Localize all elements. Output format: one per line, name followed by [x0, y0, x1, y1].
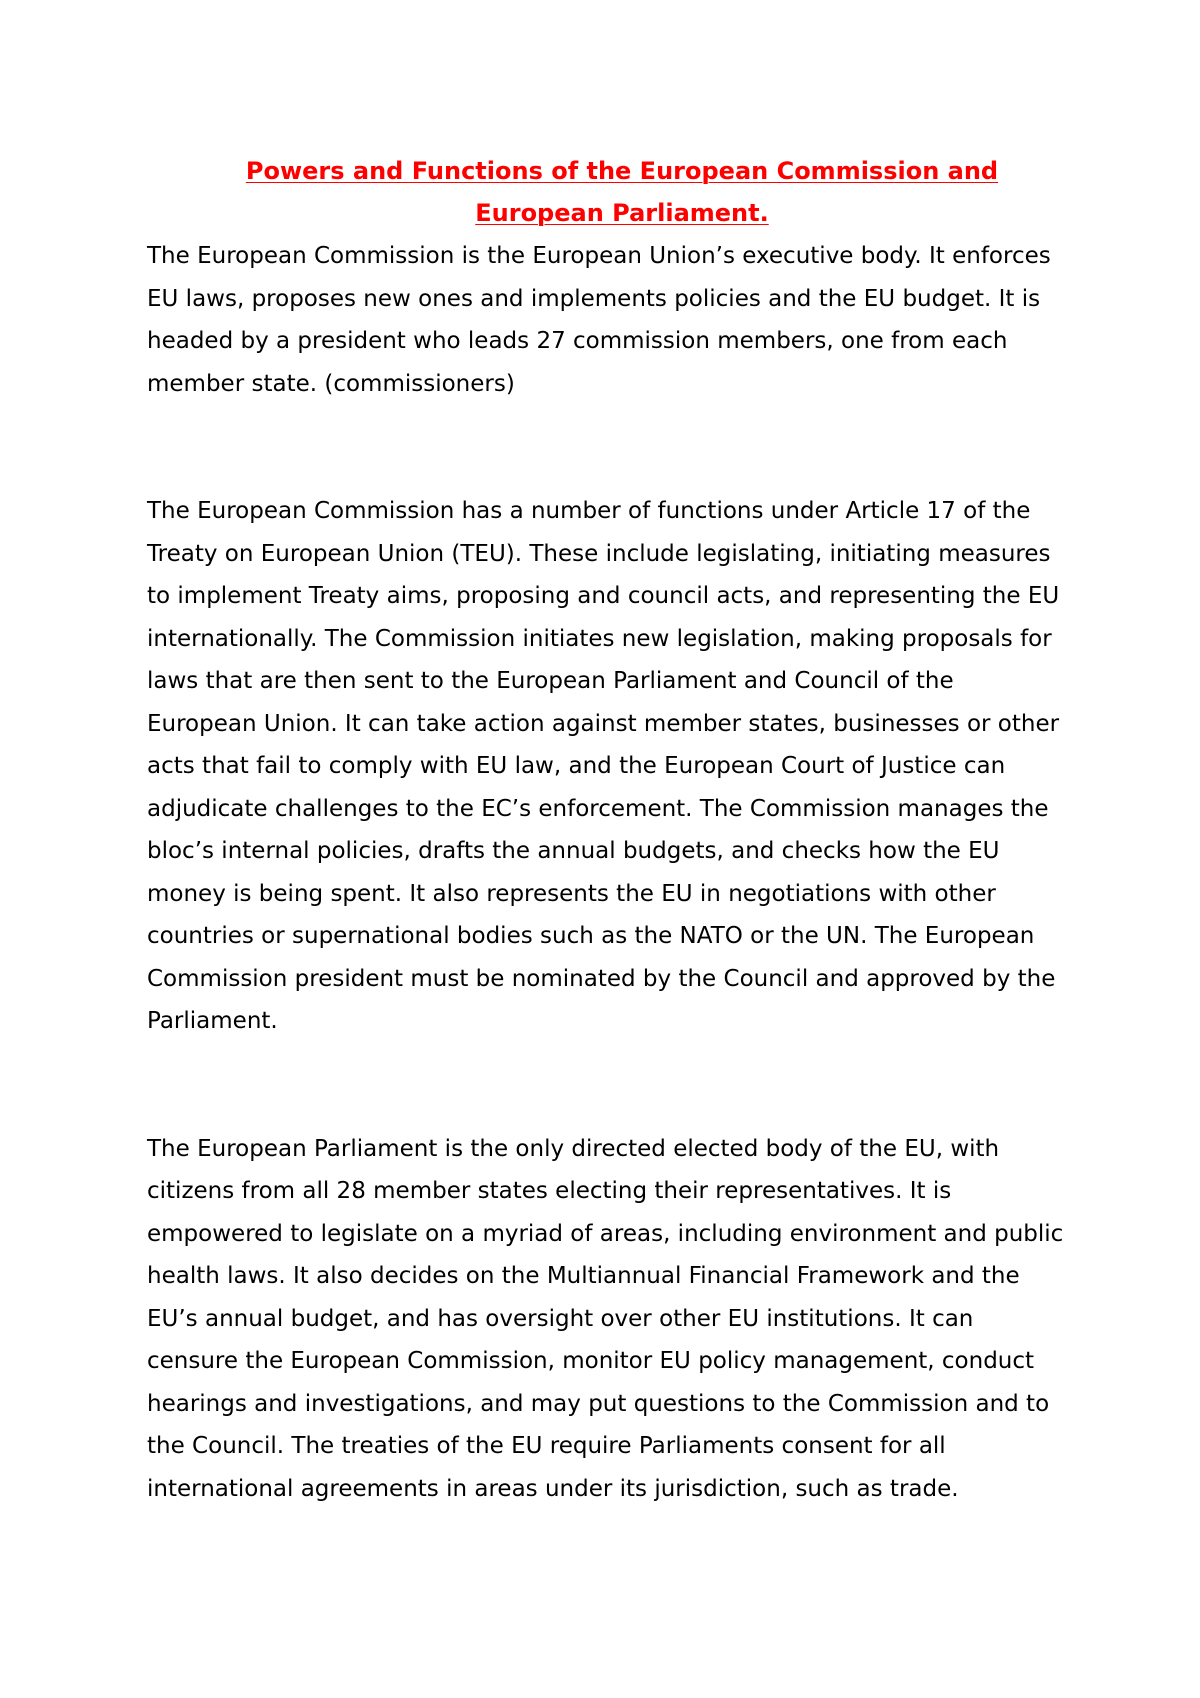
document-title: Powers and Functions of the European Commission and European Parliament.: [245, 157, 999, 227]
paragraph-commission-functions: The European Commission has a number of functions under Article 17 of the Treaty on European Union (TEU). These include legislating, initiating measures to implement Treaty aims, proposing and council acts, and representing the EU internationally. The Commission initiates new legislation, making proposals for laws that are then sent to the European Parliament and Council of the European Union. It can take action against member states, businesses or other acts that fail to comply with EU law, and the European Court of Justice can adjudicate challenges to the EC’s enforcement. The Commission manages the bloc’s internal policies, drafts the annual budgets, and checks how the EU money is being spent. It also represents the EU in negotiations with other countries or supernational bodies such as the NATO or the UN. The European Commission president must be nominated by the Council and approved by the Parliament.: [147, 498, 1060, 1034]
document-page: [147, 150, 1067, 1510]
paragraph-commission-overview: The European Commission is the European Union’s executive body. It enforces EU laws, proposes new ones and implements policies and the EU budget. It is headed by a president who leads 27 commission members, one from each member state. (commissioners): [147, 243, 1051, 397]
paragraph-parliament: The European Parliament is the only directed elected body of the EU, with citizens from all 28 member states electing their representatives. It is empowered to legislate on a myriad of areas, including environment and public health laws. It also decides on the Multiannual Financial Framework and the EU’s annual budget, and has oversight over other EU institutions. It can censure the European Commission, monitor EU policy management, conduct hearings and investigations, and may put questions to the Commission and to the Council. The treaties of the EU require Parliaments consent for all international agreements in areas under its jurisdiction, such as trade.: [147, 1135, 1064, 1502]
